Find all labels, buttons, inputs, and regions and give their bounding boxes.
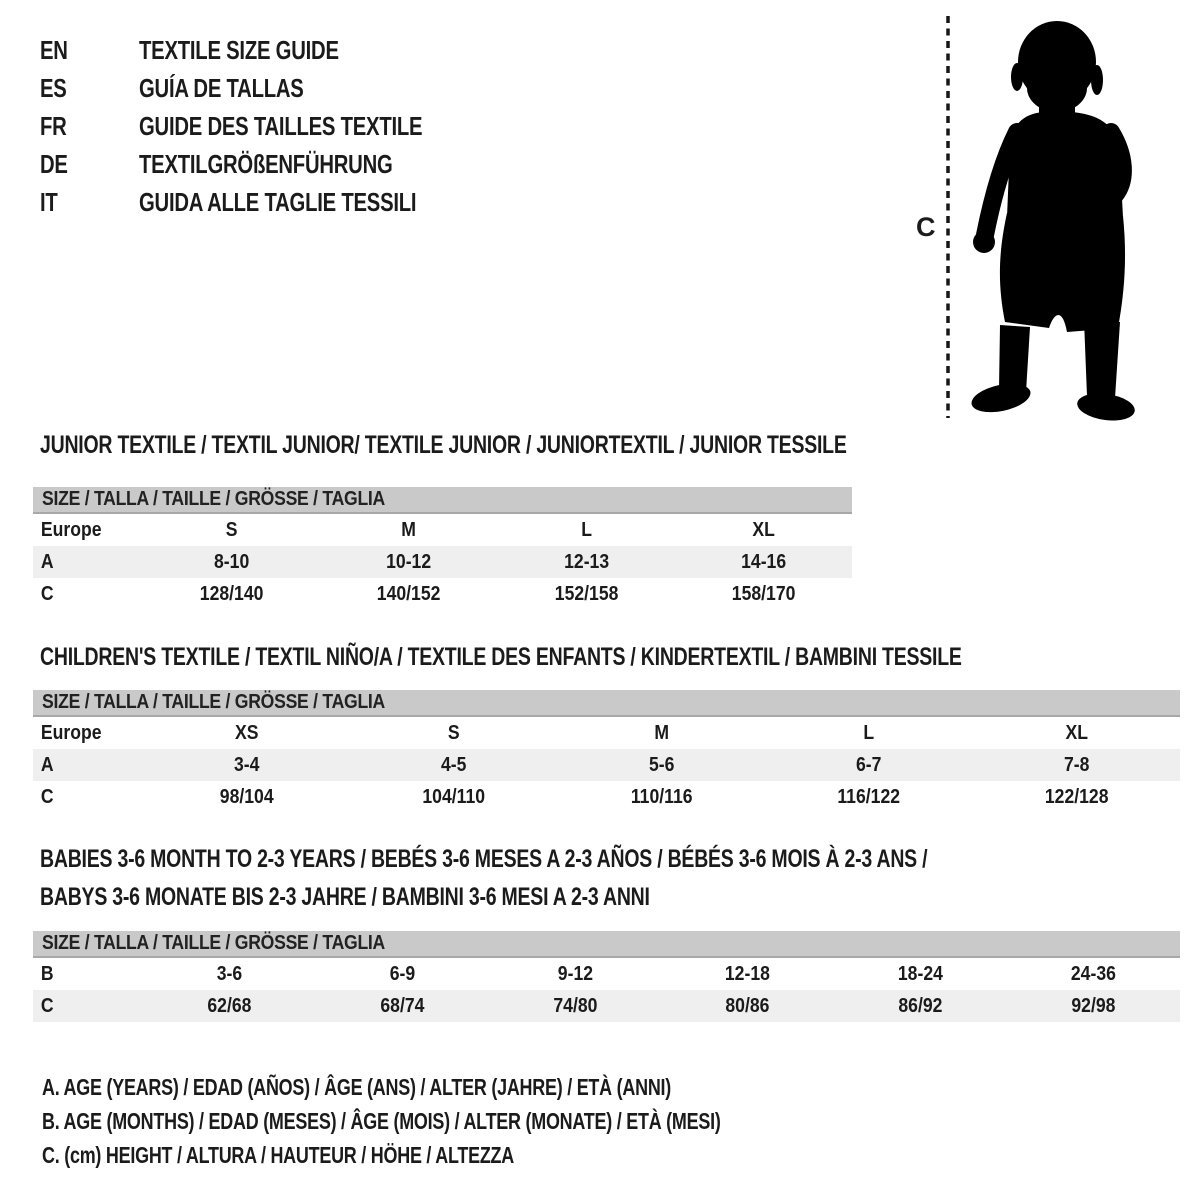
legend [42, 1070, 912, 1172]
guide-title: GUIDE DES TAILLES TEXTILE [139, 110, 423, 141]
guide-title: GUÍA DE TALLAS [139, 72, 304, 103]
table-cell: S [225, 518, 238, 541]
row-label: C [40, 582, 54, 605]
table-cell: 5-6 [648, 753, 675, 776]
table-row [33, 717, 1180, 749]
legend-line-c [42, 1138, 912, 1172]
row-label: C [40, 785, 54, 808]
row-label: Europe [40, 518, 102, 541]
guide-title: GUIDA ALLE TAGLIE TESSILI [139, 186, 417, 217]
language-code: DE [40, 148, 68, 179]
table-cell: XS [234, 721, 259, 744]
table-cell: 152/158 [554, 582, 618, 605]
table-cell: 3-4 [233, 753, 260, 776]
table-row [33, 749, 1180, 781]
language-row [40, 183, 502, 221]
table-row [33, 546, 852, 578]
toddler-silhouette-icon [963, 10, 1143, 422]
language-row [40, 145, 502, 183]
table-cell: 14-16 [740, 550, 786, 573]
size-header-label: SIZE / TALLA / TAILLE / GRÖSSE / TAGLIA [42, 932, 386, 954]
table-cell: 74/80 [553, 994, 598, 1017]
table-cell: M [654, 721, 669, 744]
table-cell: 122/128 [1044, 785, 1109, 808]
table-cell: 12-13 [563, 550, 609, 573]
table-row [33, 514, 852, 546]
table-cell: 116/122 [837, 785, 901, 808]
language-row [40, 69, 502, 107]
legend-text: B. AGE (MONTHS) / EDAD (MESES) / ÂGE (MOIS) / ALTER (MONATE) / ETÀ (MESI) [42, 1107, 721, 1134]
table-cell: 140/152 [377, 582, 441, 605]
height-measure-line [944, 16, 952, 418]
table-cell: 3-6 [216, 962, 243, 985]
table-row [33, 990, 1180, 1022]
table-cell: 128/140 [199, 582, 264, 605]
table-cell: M [401, 518, 417, 541]
size-table-header [33, 690, 1180, 717]
table-cell: 86/92 [898, 994, 943, 1017]
language-code: ES [40, 72, 67, 103]
table-cell: 8-10 [214, 550, 250, 573]
table-cell: S [448, 721, 460, 744]
language-code: IT [40, 186, 58, 217]
table-cell: L [580, 518, 592, 541]
table-cell: 12-18 [725, 962, 771, 985]
size-table-header [33, 931, 1180, 958]
table-body [33, 717, 1180, 813]
language-row [40, 107, 502, 145]
table-row [33, 578, 852, 610]
section-title-babies-line2: BABYS 3-6 MONATE BIS 2-3 JAHRE / BAMBINI 3-6 MESI A 2-3 ANNI [40, 883, 650, 911]
table-cell: L [863, 721, 875, 744]
section-title-junior: JUNIOR TEXTILE / TEXTIL JUNIOR/ TEXTILE JUNIOR / JUNIORTEXTIL / JUNIOR TESSILE [40, 431, 847, 459]
table-cell: 104/110 [422, 785, 486, 808]
table-cell: 24-36 [1071, 962, 1117, 985]
language-code: EN [40, 34, 68, 65]
row-label: B [40, 962, 54, 985]
section-title-children: CHILDREN'S TEXTILE / TEXTIL NIÑO/A / TEXTILE DES ENFANTS / KINDERTEXTIL / BAMBINI TESSILE [40, 643, 962, 671]
legend-text: A. AGE (YEARS) / EDAD (AÑOS) / ÂGE (ANS) / ALTER (JAHRE) / ETÀ (ANNI) [42, 1073, 672, 1100]
legend-line-a [42, 1070, 912, 1104]
table-body [33, 514, 852, 610]
size-table-babies [33, 931, 1180, 1022]
table-cell: 6-7 [856, 753, 882, 776]
table-cell: 110/116 [630, 785, 693, 808]
table-cell: 10-12 [386, 550, 432, 573]
table-cell: XL [752, 518, 775, 541]
row-label: C [40, 994, 54, 1017]
table-body [33, 958, 1180, 1022]
language-code: FR [40, 110, 67, 141]
size-table-children [33, 690, 1180, 813]
size-table-header [33, 487, 852, 514]
table-row [33, 781, 1180, 813]
table-cell: 68/74 [380, 994, 425, 1017]
language-row [40, 31, 502, 69]
legend-line-b [42, 1104, 912, 1138]
table-cell: 4-5 [441, 753, 467, 776]
table-row [33, 958, 1180, 990]
table-cell: 80/86 [725, 994, 770, 1017]
table-cell: 98/104 [219, 785, 274, 808]
row-label: A [40, 753, 54, 776]
table-cell: 18-24 [898, 962, 944, 985]
size-table-junior [33, 487, 852, 610]
table-cell: 62/68 [207, 994, 252, 1017]
table-cell: XL [1065, 721, 1088, 744]
row-label: A [40, 550, 54, 573]
table-cell: 6-9 [389, 962, 415, 985]
table-cell: 9-12 [557, 962, 593, 985]
table-cell: 92/98 [1071, 994, 1116, 1017]
language-list [40, 31, 502, 221]
size-header-label: SIZE / TALLA / TAILLE / GRÖSSE / TAGLIA [42, 488, 386, 510]
size-header-label: SIZE / TALLA / TAILLE / GRÖSSE / TAGLIA [42, 691, 386, 713]
legend-text: C. (cm) HEIGHT / ALTURA / HAUTEUR / HÖHE / ALTEZZA [42, 1141, 514, 1168]
guide-title: TEXTILGRÖßENFÜHRUNG [139, 148, 393, 179]
table-cell: 7-8 [1063, 753, 1090, 776]
table-cell: 158/170 [731, 582, 796, 605]
row-label: Europe [40, 721, 102, 744]
guide-title: TEXTILE SIZE GUIDE [139, 34, 339, 65]
section-title-babies-line1: BABIES 3-6 MONTH TO 2-3 YEARS / BEBÉS 3-6 MESES A 2-3 AÑOS / BÉBÉS 3-6 MOIS À 2-3 ANS / [40, 845, 928, 873]
height-measure-label: C [916, 212, 936, 242]
